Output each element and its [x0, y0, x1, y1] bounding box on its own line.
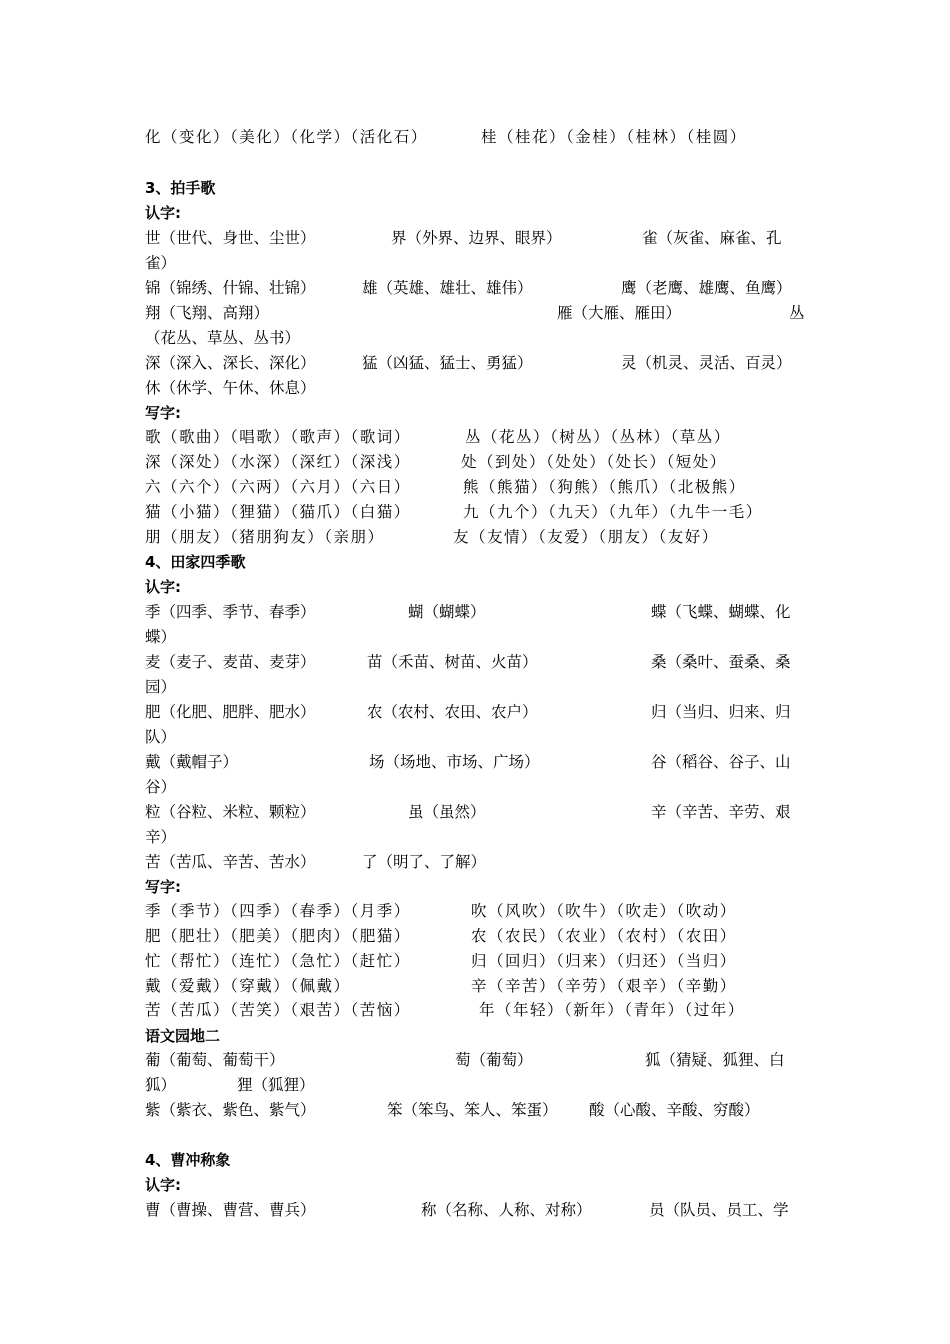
word-entry: 葡（葡萄、葡萄干） [145, 1051, 285, 1069]
word-entry: 深（深处）（水深）（深红）（深浅） [145, 453, 411, 471]
text-line [145, 924, 813, 949]
text-line [145, 525, 813, 550]
section-title: 4、田家四季歌 [145, 553, 246, 571]
word-entry: 笨（笨鸟、笨人、笨蛋） [387, 1101, 558, 1119]
word-entry: 忙（帮忙）（连忙）（急忙）（赶忙） [145, 952, 411, 970]
word-entry: 处（到处）（处处）（处长）（短处） [461, 453, 727, 471]
word-entry: 九（九个）（九天）（九年）（九牛一毛） [463, 503, 763, 521]
word-entry: 萄（葡萄） [455, 1051, 533, 1069]
word-entry: 苦（苦瓜）（苦笑）（艰苦）（苦恼） [145, 1001, 411, 1019]
xiezi-label: 写字: [145, 878, 181, 896]
text-line [145, 1073, 813, 1098]
word-entry: 猫（小猫）（狸猫）（猫爪）（白猫） [145, 503, 411, 521]
word-entry: 酸（心酸、辛酸、穷酸） [589, 1101, 760, 1119]
word-entry: 蝶） [145, 628, 177, 646]
word-entry: 戴（戴帽子） [145, 753, 239, 771]
word-entry: 朋（朋友）（猪朋狗友）（亲朋） [145, 528, 385, 546]
word-entry: 狐） [145, 1076, 177, 1094]
word-entry: 员（队员、员工、学 [649, 1201, 789, 1219]
word-entry: 友（友情）（友爱）（朋友）（友好） [453, 528, 719, 546]
word-entry: 深（深入、深长、深化） [145, 354, 316, 372]
section-title: 4、曹冲称象 [145, 1151, 231, 1169]
text-line [145, 376, 813, 401]
text-line [145, 650, 813, 675]
word-entry: 辛） [145, 828, 177, 846]
word-entry: 了（明了、了解） [362, 853, 487, 871]
word-entry: 辛（辛苦）（辛劳）（艰辛）（辛勤） [471, 977, 737, 995]
word-entry: 农（农民）（农业）（农村）（农田） [471, 927, 737, 945]
word-entry: 化（变化）（美化）（化学）（活化石） [145, 128, 428, 146]
word-entry: 界（外界、边界、眼界） [391, 229, 562, 247]
word-entry: 虽（虽然） [408, 803, 486, 821]
text-line [145, 899, 813, 924]
word-entry: 吹（风吹）（吹牛）（吹走）（吹动） [471, 902, 737, 920]
word-entry: 丛 [789, 304, 805, 322]
word-entry: 园） [145, 678, 177, 696]
text-line [145, 825, 813, 850]
xiezi-label: 写字: [145, 404, 181, 422]
word-entry: 翔（飞翔、高翔） [145, 304, 270, 322]
word-entry: 鹰（老鹰、雄鹰、鱼鹰） [621, 279, 792, 297]
word-entry: 戴（爱戴）（穿戴）（佩戴） [145, 977, 351, 995]
word-entry: 桑（桑叶、蚕桑、桑 [651, 653, 791, 671]
word-entry: 肥（肥壮）（肥美）（肥肉）（肥猫） [145, 927, 411, 945]
word-entry: 季（季节）（四季）（春季）（月季） [145, 902, 411, 920]
word-entry: 谷（稻谷、谷子、山 [651, 753, 791, 771]
text-line [145, 675, 813, 700]
word-entry: 归（当归、归来、归 [651, 703, 791, 721]
word-entry: 曹（曹操、曹营、曹兵） [145, 1201, 316, 1219]
word-entry: 季（四季、季节、春季） [145, 603, 316, 621]
renzi-label: 认字: [145, 204, 181, 222]
word-entry: 桂（桂花）（金桂）（桂林）（桂圆） [481, 128, 747, 146]
word-entry: 苦（苦瓜、辛苦、苦水） [145, 853, 316, 871]
text-line [145, 775, 813, 800]
text-line [145, 949, 813, 974]
word-entry: 熊（熊猫）（狗熊）（熊爪）（北极熊） [463, 478, 746, 496]
word-entry: 狐（猜疑、狐狸、白 [645, 1051, 785, 1069]
renzi-label: 认字: [145, 578, 181, 596]
section-title: 3、拍手歌 [145, 179, 216, 197]
text-line [145, 1048, 813, 1073]
text-line [145, 1198, 813, 1223]
text-line [145, 326, 813, 351]
word-entry: 称（名称、人称、对称） [421, 1201, 592, 1219]
text-line [145, 450, 813, 475]
word-entry: 猛（凶猛、猛士、勇猛） [362, 354, 533, 372]
text-line [145, 625, 813, 650]
text-line [145, 425, 813, 450]
word-entry: 歌（歌曲）（唱歌）（歌声）（歌词） [145, 428, 411, 446]
text-line [145, 974, 813, 999]
word-entry: 年（年轻）（新年）（青年）（过年） [479, 1001, 745, 1019]
text-line [145, 600, 813, 625]
word-entry: 灵（机灵、灵活、百灵） [621, 354, 792, 372]
word-entry: 六（六个）（六两）（六月）（六日） [145, 478, 411, 496]
word-entry: 雀） [145, 254, 177, 272]
word-entry: 蝴（蝴蝶） [408, 603, 486, 621]
word-entry: 丛（花丛）（树丛）（丛林）（草丛） [465, 428, 731, 446]
text-line [145, 800, 813, 825]
word-entry: 休（休学、午休、休息） [145, 379, 316, 397]
word-entry: 雀（灰雀、麻雀、孔 [642, 229, 782, 247]
word-entry: 紫（紫衣、紫色、紫气） [145, 1101, 316, 1119]
word-entry: 农（农村、农田、农户） [367, 703, 538, 721]
text-line [145, 226, 813, 251]
renzi-label: 认字: [145, 1176, 181, 1194]
word-entry: 场（场地、市场、广场） [369, 753, 540, 771]
word-entry: 世（世代、身世、尘世） [145, 229, 316, 247]
section-title: 语文园地二 [145, 1027, 221, 1045]
text-line [145, 850, 813, 875]
word-entry: 苗（禾苗、树苗、火苗） [367, 653, 538, 671]
text-line [145, 500, 813, 525]
text-line [145, 998, 813, 1023]
text-line [145, 301, 813, 326]
word-entry: 狸（狐狸） [237, 1076, 315, 1094]
word-entry: 麦（麦子、麦苗、麦芽） [145, 653, 316, 671]
word-entry: 雁（大雁、雁田） [557, 304, 682, 322]
text-line [145, 1098, 813, 1123]
text-line [145, 351, 813, 376]
text-line [145, 125, 813, 150]
word-entry: 谷） [145, 778, 177, 796]
word-entry: 蝶（飞蝶、蝴蝶、化 [651, 603, 791, 621]
text-line [145, 725, 813, 750]
word-entry: 肥（化肥、肥胖、肥水） [145, 703, 316, 721]
word-entry: 锦（锦绣、什锦、壮锦） [145, 279, 316, 297]
text-line [145, 700, 813, 725]
word-entry: （花丛、草丛、丛书） [145, 329, 301, 347]
word-entry: 辛（辛苦、辛劳、艰 [651, 803, 791, 821]
word-entry: 归（回归）（归来）（归还）（当归） [471, 952, 737, 970]
text-line [145, 251, 813, 276]
text-line [145, 475, 813, 500]
word-entry: 雄（英雄、雄壮、雄伟） [362, 279, 533, 297]
text-line [145, 750, 813, 775]
text-line [145, 276, 813, 301]
word-entry: 粒（谷粒、米粒、颗粒） [145, 803, 316, 821]
word-entry: 队） [145, 728, 177, 746]
